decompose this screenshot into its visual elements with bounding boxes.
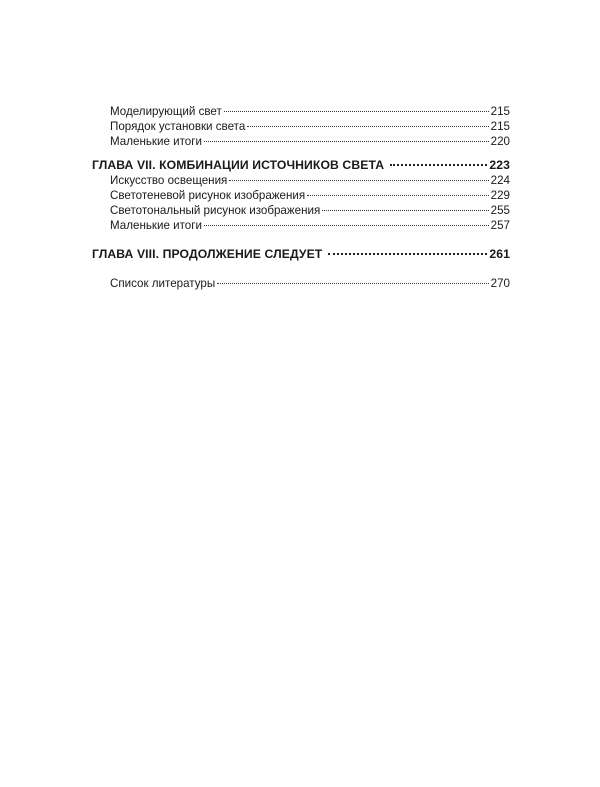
- dot-leader: [229, 179, 488, 181]
- dot-leader: [217, 282, 488, 284]
- toc-entry-title: Светотональный рисунок изображения: [110, 204, 321, 217]
- spacer: [92, 149, 510, 158]
- dot-leader: [224, 110, 489, 112]
- chapter-title: ГЛАВА VIII. ПРОДОЛЖЕНИЕ СЛЕДУЕТ: [92, 247, 323, 261]
- dot-leader: [204, 140, 489, 142]
- toc-bibliography: [92, 276, 510, 291]
- dot-leader: [390, 163, 487, 166]
- toc-chapter-8: [92, 247, 510, 262]
- chapter-page: 223: [489, 158, 510, 172]
- toc-entry-title: Порядок установки света: [110, 120, 246, 133]
- toc-entry-page: 220: [490, 135, 510, 148]
- dot-leader: [322, 209, 488, 211]
- toc-entry-title: Моделирующий свет: [110, 105, 222, 118]
- spacer: [92, 233, 510, 247]
- toc-entry: [92, 203, 510, 218]
- toc-entry-page: 215: [490, 120, 510, 133]
- spacer: [92, 262, 510, 276]
- toc-entry: [92, 119, 510, 134]
- chapter-page: 261: [489, 247, 510, 261]
- toc-entry-title: Светотеневой рисунок изображения: [110, 189, 306, 202]
- toc-entry-page: 270: [490, 277, 510, 290]
- dot-leader: [247, 125, 488, 127]
- dot-leader: [328, 252, 487, 255]
- toc-entry-title: Список литературы: [110, 277, 216, 290]
- chapter-title: ГЛАВА VII. КОМБИНАЦИИ ИСТОЧНИКОВ СВЕТА: [92, 158, 385, 172]
- toc-entry-title: Маленькие итоги: [110, 135, 202, 148]
- toc-entry-page: 224: [490, 174, 510, 187]
- toc-entry: [92, 188, 510, 203]
- table-of-contents: [92, 104, 510, 291]
- dot-leader: [204, 224, 489, 226]
- toc-entry-title: Маленькие итоги: [110, 219, 202, 232]
- toc-entry-page: 257: [490, 219, 510, 232]
- toc-entry-title: Искусство освещения: [110, 174, 228, 187]
- toc-entry: [92, 134, 510, 149]
- toc-entry: [92, 104, 510, 119]
- dot-leader: [307, 194, 488, 196]
- toc-entry: [92, 173, 510, 188]
- toc-entry-page: 215: [490, 105, 510, 118]
- toc-entry: [92, 218, 510, 233]
- toc-chapter-7: [92, 158, 510, 173]
- toc-entry-page: 229: [490, 189, 510, 202]
- toc-entry-page: 255: [490, 204, 510, 217]
